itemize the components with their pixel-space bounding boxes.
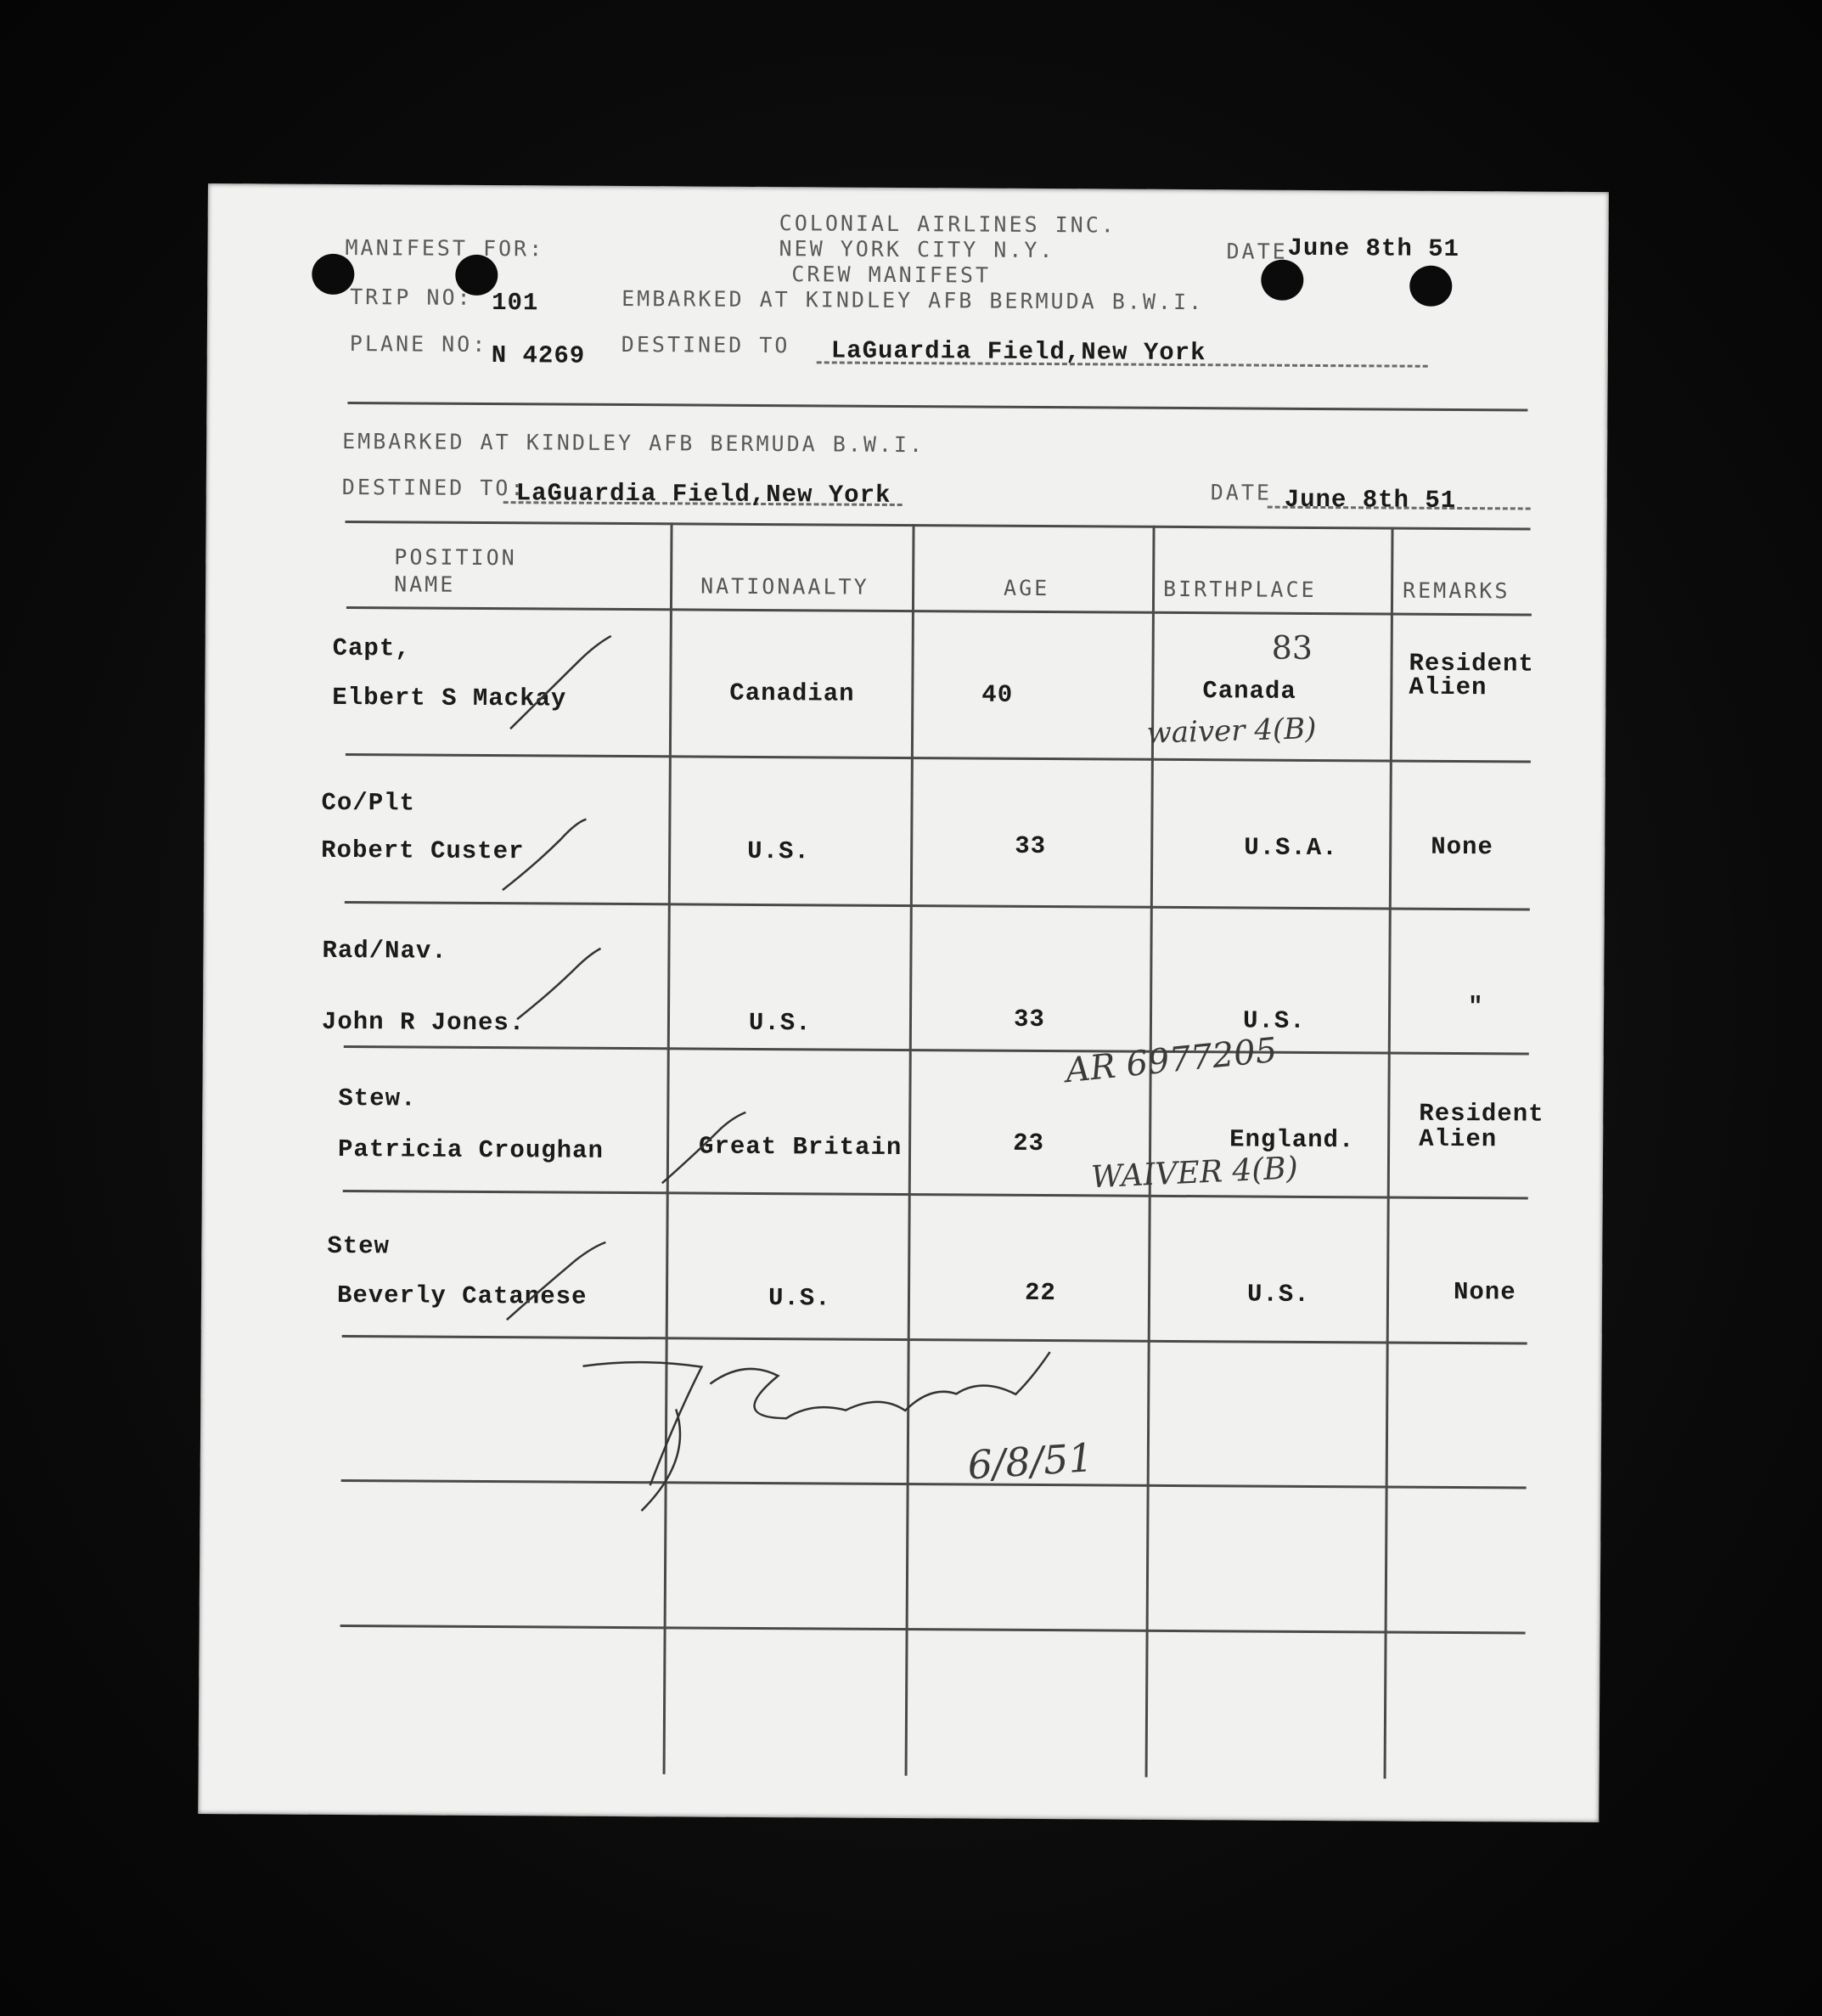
- row4-age: 23: [1013, 1129, 1045, 1158]
- row1-remarks-line2: Alien: [1409, 673, 1487, 702]
- trip-no-value: 101: [492, 289, 539, 318]
- check-mark: [517, 948, 601, 1020]
- destined-to-value: LaGuardia Field,New York: [830, 336, 1206, 368]
- row1-birthplace: Canada: [1202, 677, 1296, 706]
- company-name: COLONIAL AIRLINES INC.: [779, 211, 1116, 238]
- crew-manifest-sheet: [198, 183, 1609, 1822]
- destined-to-label: DESTINED TO: [621, 331, 790, 358]
- header-age: AGE: [1004, 575, 1050, 601]
- row1-position: Capt,: [332, 634, 411, 663]
- trip-no-label: TRIP NO:: [350, 284, 473, 310]
- row4-birthplace: England.: [1229, 1125, 1355, 1155]
- row2-name: Robert Custer: [321, 836, 525, 866]
- stew-waiver: WAIVER 4(B): [1090, 1151, 1299, 1196]
- row5-name: Beverly Catanese: [336, 1281, 588, 1311]
- inspector-signature: [582, 1349, 1049, 1513]
- handwriting-layer: [198, 183, 1609, 1822]
- row3-age: 33: [1013, 1005, 1045, 1034]
- section-date-value: June 8th 51: [1284, 485, 1457, 515]
- header-date-value: June 8th 51: [1287, 234, 1460, 264]
- row5-nationality: U.S.: [768, 1284, 831, 1313]
- header-date-label: DATE: [1226, 239, 1288, 264]
- header-name: NAME: [394, 572, 456, 597]
- header-birthplace: BIRTHPLACE: [1163, 576, 1317, 602]
- document-title: CREW MANIFEST: [791, 262, 992, 288]
- stew-ar-number: AR 6977205: [1064, 1030, 1279, 1091]
- check-mark: [662, 1112, 746, 1184]
- check-mark: [510, 635, 611, 729]
- header-nationality: NATIONAALTY: [700, 573, 869, 600]
- row1-name: Elbert S Mackay: [332, 683, 567, 713]
- row2-age: 33: [1015, 831, 1047, 861]
- row4-position: Stew.: [338, 1084, 417, 1113]
- row4-nationality: Great Britain: [698, 1132, 903, 1163]
- row2-position: Co/Plt: [321, 788, 416, 818]
- section-destined-value: LaGuardia Field,New York: [515, 479, 891, 510]
- row2-birthplace: U.S.A.: [1244, 833, 1338, 863]
- section-destined-label: DESTINED TO:: [341, 474, 526, 501]
- capt-number: 83: [1271, 628, 1313, 667]
- row4-remarks-line1: Resident: [1419, 1099, 1544, 1129]
- header-embarked-line: EMBARKED AT KINDLEY AFB BERMUDA B.W.I.: [621, 285, 1205, 315]
- plane-no-label: PLANE NO:: [349, 331, 488, 358]
- header-remarks: REMARKS: [1403, 577, 1510, 604]
- section-date-label: DATE: [1210, 480, 1273, 505]
- plane-no-value: N 4269: [491, 341, 586, 370]
- row1-remarks-line1: Resident: [1409, 649, 1534, 679]
- row4-remarks-line2: Alien: [1419, 1124, 1498, 1154]
- row3-birthplace: U.S.: [1242, 1006, 1306, 1035]
- row3-remarks: ": [1468, 993, 1484, 1022]
- row5-remarks: None: [1453, 1277, 1516, 1307]
- header-position: POSITION: [394, 544, 517, 571]
- check-mark: [507, 1242, 606, 1321]
- row5-age: 22: [1024, 1278, 1056, 1308]
- row3-name: John R Jones.: [321, 1007, 526, 1038]
- row5-birthplace: U.S.: [1246, 1280, 1310, 1309]
- row3-position: Rad/Nav.: [322, 936, 447, 966]
- row3-nationality: U.S.: [748, 1008, 812, 1038]
- row1-age: 40: [981, 680, 1014, 709]
- manifest-for-label: MANIFEST FOR:: [345, 234, 545, 262]
- check-mark: [503, 819, 587, 891]
- signature-date: 6/8/51: [965, 1434, 1095, 1489]
- row4-name: Patricia Croughan: [337, 1135, 605, 1165]
- row2-remarks: None: [1431, 832, 1493, 862]
- section-embarked-line: EMBARKED AT KINDLEY AFB BERMUDA B.W.I.: [342, 428, 925, 458]
- capt-waiver: waiver 4(B): [1146, 712, 1317, 751]
- row5-position: Stew: [327, 1231, 391, 1261]
- row1-nationality: Canadian: [729, 679, 855, 708]
- company-city: NEW YORK CITY N.Y.: [779, 236, 1055, 263]
- row2-nationality: U.S.: [747, 836, 810, 866]
